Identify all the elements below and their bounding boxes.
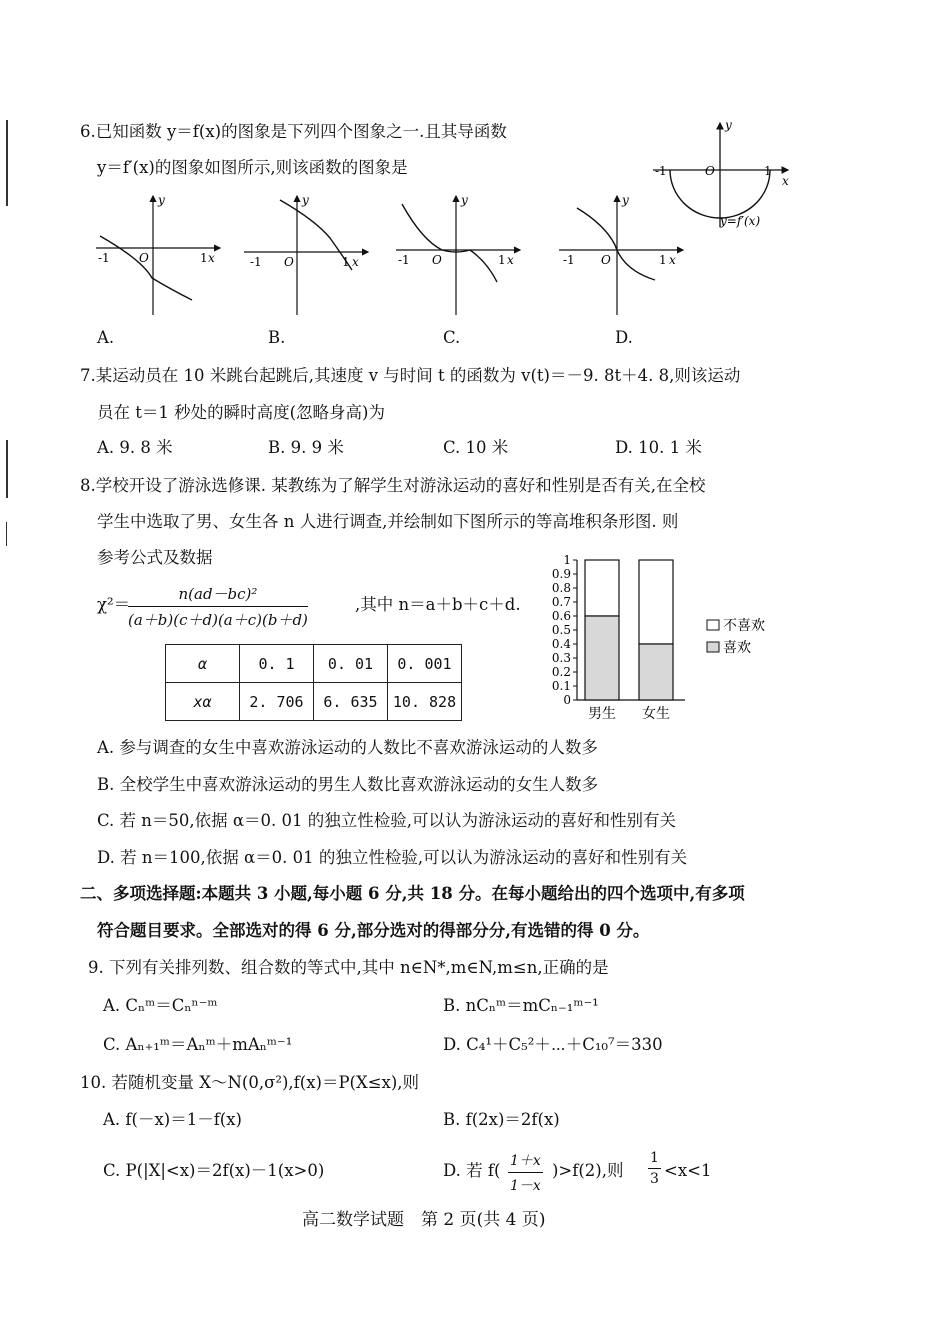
margin-line — [6, 440, 8, 498]
chi-square-lhs: χ²＝ — [97, 595, 131, 614]
y-tick-label: 1 — [563, 553, 571, 567]
y-tick-label: 0.1 — [551, 679, 571, 693]
graph-a-x: x — [208, 251, 215, 265]
q8-option-d: D. 若 n＝100,依据 α＝0. 01 的独立性检验,可以认为游泳运动的喜好和性别有关 — [97, 848, 688, 867]
table-cell: 0. 001 — [388, 645, 462, 683]
q6-line1: 6.已知函数 y＝f(x)的图象是下列四个图象之一.且其导函数 — [80, 122, 507, 141]
table-cell: xα — [166, 683, 240, 721]
graph-c-x: x — [507, 253, 514, 267]
graph-d-one: 1 — [659, 253, 667, 267]
y-tick-label: 0.3 — [551, 651, 571, 665]
deriv-y-label: y — [725, 118, 732, 132]
q8-line3: 参考公式及数据 — [97, 548, 213, 567]
section2-line2: 符合题目要求。全部选对的得 6 分,部分选对的得部分分,有选错的得 0 分。 — [97, 921, 650, 940]
q10-fraction-numerator: 1＋x — [508, 1150, 543, 1173]
one-third-numerator: 1 — [648, 1150, 661, 1169]
deriv-origin: O — [705, 164, 715, 178]
q8-option-b: B. 全校学生中喜欢游泳运动的男生人数比喜欢游泳运动的女生人数多 — [97, 775, 599, 794]
q10-option-d-tail: <x<1 — [664, 1161, 712, 1180]
graph-b-neg-one: -1 — [250, 255, 262, 269]
legend-label-dislike: 不喜欢 — [723, 618, 765, 634]
q6-option-c: C. — [443, 328, 461, 347]
q6-option-a: A. — [97, 328, 115, 347]
q6-line2: y＝f′(x)的图象如图所示,则该函数的图象是 — [97, 158, 408, 177]
graph-b-y: y — [302, 193, 309, 207]
table-cell: 0. 1 — [240, 645, 314, 683]
table-row — [166, 645, 462, 683]
q9-option-d: D. C₄¹＋C₅²＋⋯＋C₁₀⁷＝330 — [443, 1035, 663, 1054]
q8-option-a: A. 参与调查的女生中喜欢游泳运动的人数比不喜欢游泳运动的人数多 — [97, 738, 598, 757]
margin-line — [6, 120, 8, 206]
legend-label-like: 喜欢 — [723, 640, 751, 656]
margin-line — [6, 522, 7, 546]
bar-like — [585, 616, 619, 700]
table-cell: α — [166, 645, 240, 683]
graph-b-x: x — [352, 255, 359, 269]
table-cell: 6. 635 — [314, 683, 388, 721]
deriv-one: 1 — [764, 164, 772, 178]
q9-option-c: C. Aₙ₊₁ᵐ＝Aₙᵐ＋mAₙᵐ⁻¹ — [103, 1035, 293, 1054]
q10-fraction-denominator: 1－x — [510, 1178, 541, 1194]
y-tick-label: 0.2 — [551, 665, 571, 679]
q8-line2: 学生中选取了男、女生各 n 人进行调查,并绘制如下图所示的等高堆积条形图. 则 — [97, 512, 679, 531]
q9-option-b: B. nCₙᵐ＝mCₙ₋₁ᵐ⁻¹ — [443, 996, 599, 1015]
deriv-neg-one: -1 — [655, 164, 667, 178]
q7-line1: 7.某运动员在 10 米跳台起跳后,其速度 v 与时间 t 的函数为 v(t)＝－9. 8t＋4. 8,则该运动 — [80, 366, 741, 385]
graph-c-origin: O — [432, 253, 442, 267]
legend-swatch-like — [707, 642, 719, 652]
graph-a-one: 1 — [200, 251, 208, 265]
q10-option-c: C. P(|X|<x)＝2f(x)－1(x>0) — [103, 1161, 325, 1180]
bar-dislike — [639, 560, 673, 644]
stacked-bar-chart — [535, 548, 795, 728]
q6-option-b: B. — [268, 328, 286, 347]
y-tick-label: 0.8 — [551, 581, 571, 595]
section2-line1: 二、多项选择题:本题共 3 小题,每小题 6 分,共 18 分。在每小题给出的四个选项中,有多项 — [80, 884, 745, 903]
page-footer: 高二数学试题 第 2 页(共 4 页) — [302, 1210, 546, 1230]
q7-option-c: C. 10 米 — [443, 438, 509, 457]
graph-d-neg-one: -1 — [563, 253, 575, 267]
table-cell: 0. 01 — [314, 645, 388, 683]
graph-c — [392, 190, 522, 320]
chi-square-fraction — [128, 583, 308, 630]
graph-a-origin: O — [139, 251, 149, 265]
graph-d-x: x — [669, 253, 676, 267]
y-tick-label: 0.5 — [551, 623, 571, 637]
q7-line2: 员在 t＝1 秒处的瞬时高度(忽略身高)为 — [97, 403, 385, 422]
x-category-label: 男生 — [588, 706, 616, 722]
y-tick-label: 0.6 — [551, 609, 571, 623]
q10-option-d-mid: )>f(2),则 — [552, 1161, 624, 1180]
q8-line1: 8.学校开设了游泳选修课. 某教练为了解学生对游泳运动的喜好和性别是否有关,在全校 — [80, 476, 706, 495]
bar-dislike — [585, 560, 619, 616]
graph-a — [92, 190, 222, 320]
q10-stem: 10. 若随机变量 X～N(0,σ²),f(x)＝P(X≤x),则 — [80, 1073, 420, 1092]
graph-d — [555, 190, 685, 320]
table-cell: 2. 706 — [240, 683, 314, 721]
q7-option-b: B. 9. 9 米 — [268, 438, 344, 457]
q7-option-d: D. 10. 1 米 — [615, 438, 702, 457]
chi-square-tail: ,其中 n＝a＋b＋c＋d. — [355, 595, 521, 614]
graph-a-y: y — [158, 193, 165, 207]
graph-a-neg-one: -1 — [98, 251, 110, 265]
one-third-denominator: 3 — [650, 1171, 659, 1187]
one-third-fraction — [648, 1150, 661, 1187]
y-tick-label: 0.7 — [551, 595, 571, 609]
q6-option-d: D. — [615, 328, 633, 347]
table-cell: 10. 828 — [388, 683, 462, 721]
graph-d-origin: O — [601, 253, 611, 267]
q7-option-a: A. 9. 8 米 — [97, 438, 173, 457]
deriv-x-label: x — [782, 174, 789, 188]
chi-square-numerator: n(ad－bc)² — [128, 583, 308, 607]
deriv-caption: y=f′(x) — [720, 214, 761, 228]
q10-option-a: A. f(－x)＝1－f(x) — [103, 1110, 242, 1129]
graph-b — [240, 190, 370, 320]
chi-square-denominator: (a＋b)(c＋d)(a＋c)(b＋d) — [128, 611, 308, 629]
q9-stem: 9. 下列有关排列数、组合数的等式中,其中 n∈N*,m∈N,m≤n,正确的是 — [88, 958, 609, 977]
q8-option-c: C. 若 n＝50,依据 α＝0. 01 的独立性检验,可以认为游泳运动的喜好和性别有关 — [97, 811, 676, 830]
graph-b-one: 1 — [342, 255, 350, 269]
graph-c-one: 1 — [498, 253, 506, 267]
graph-c-y: y — [461, 193, 468, 207]
q10-fraction — [508, 1150, 543, 1195]
q9-option-a: A. Cₙᵐ＝Cₙⁿ⁻ᵐ — [103, 996, 218, 1015]
y-tick-label: 0.9 — [551, 567, 571, 581]
q10-option-d-prefix: D. 若 f( — [443, 1161, 501, 1180]
graph-c-neg-one: -1 — [398, 253, 410, 267]
y-tick-label: 0 — [563, 693, 571, 707]
graph-b-origin: O — [284, 255, 294, 269]
bar-like — [639, 644, 673, 700]
graph-d-y: y — [622, 193, 629, 207]
q10-option-b: B. f(2x)＝2f(x) — [443, 1110, 560, 1129]
legend-swatch-dislike — [707, 620, 719, 630]
y-tick-label: 0.4 — [551, 637, 571, 651]
critical-value-table — [165, 644, 462, 721]
x-category-label: 女生 — [642, 706, 670, 722]
table-row — [166, 683, 462, 721]
